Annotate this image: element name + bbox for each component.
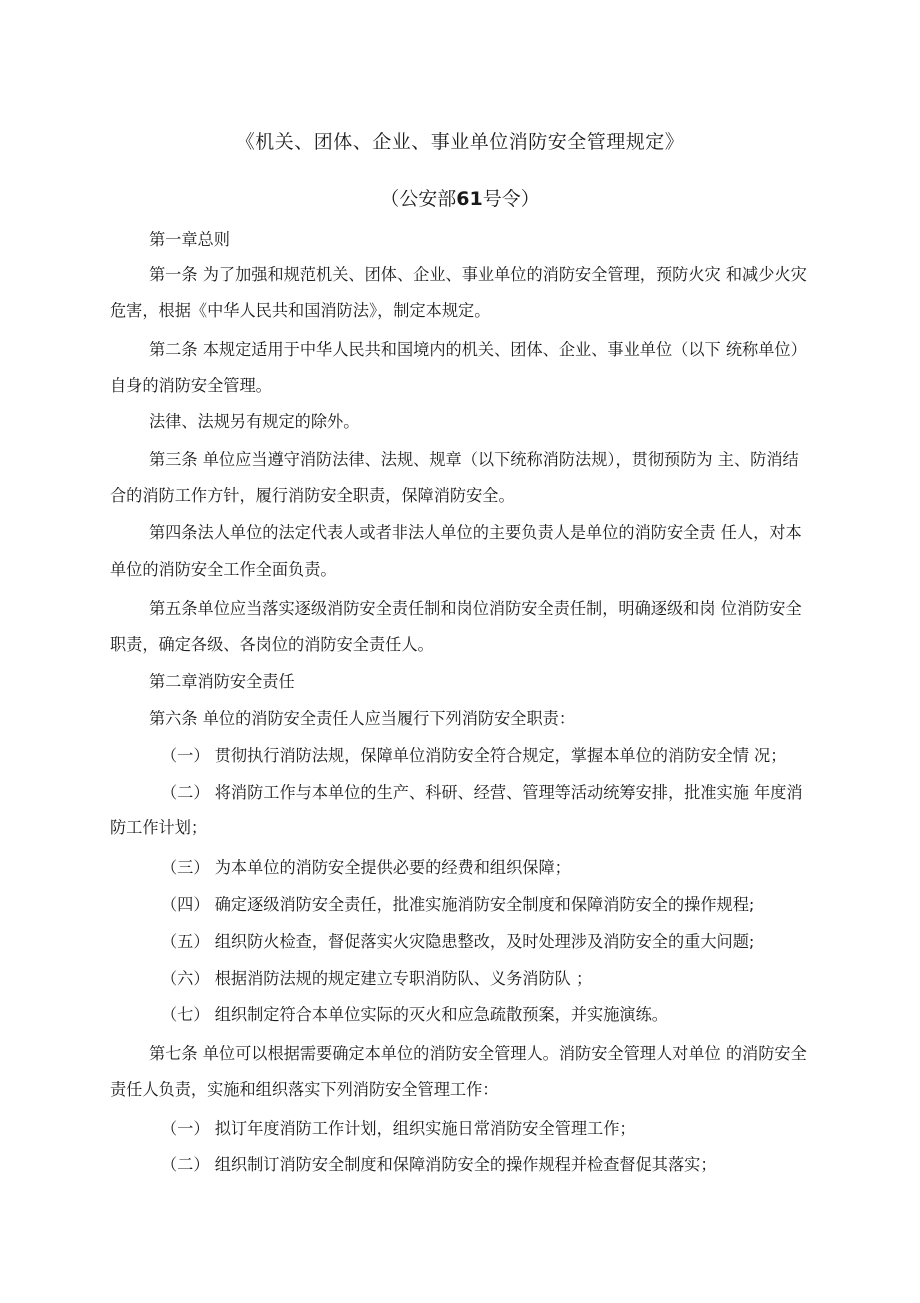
article-1-line-2: 危害，根据《中华人民共和国消防法》，制定本规定。 bbox=[110, 301, 491, 320]
article-4-line-1: 第四条法人单位的法定代表人或者非法人单位的主要负责人是单位的消防安全责 任人，对本 bbox=[149, 523, 802, 542]
article-6-line-1: 第六条 单位的消防安全责任人应当履行下列消防安全职责： bbox=[149, 709, 576, 728]
article-5-line-1: 第五条单位应当落实逐级消防安全责任制和岗位消防安全责任制，明确逐级和岗 位消防安全 bbox=[149, 599, 802, 618]
article-2-line-2: 自身的消防安全管理。 bbox=[110, 376, 272, 395]
article-3-line-2: 合的消防工作方针，履行消防安全职责，保障消防安全。 bbox=[110, 486, 515, 505]
article-1-line-1: 第一条 为了加强和规范机关、团体、企业、事业单位的消防安全管理，预防火灾 和减少火灾 bbox=[149, 265, 807, 284]
subtitle-number: 61 bbox=[456, 188, 483, 210]
document-subtitle bbox=[0, 185, 920, 213]
article-6-item-6: （六） 根据消防法规的规定建立专职消防队、义务消防队 ； bbox=[161, 969, 593, 988]
article-6-item-1: （一） 贯彻执行消防法规，保障单位消防安全符合规定，掌握本单位的消防安全情 况； bbox=[161, 746, 787, 765]
article-6-item-7: （七） 组织制定符合本单位实际的灭火和应急疏散预案，并实施演练。 bbox=[161, 1005, 668, 1024]
article-6-item-3: （三） 为本单位的消防安全提供必要的经费和组织保障； bbox=[161, 858, 571, 877]
article-7-item-1: （一） 拟订年度消防工作计划，组织实施日常消防安全管理工作； bbox=[161, 1119, 636, 1138]
article-3-line-1: 第三条 单位应当遵守消防法律、法规、规章（以下统称消防法规），贯彻预防为 主、防消结 bbox=[149, 450, 799, 469]
chapter-2-heading: 第二章消防安全责任 bbox=[149, 672, 295, 691]
document-title: 《机关、团体、企业、事业单位消防安全管理规定》 bbox=[235, 131, 685, 153]
article-6-item-2-line-2: 防工作计划； bbox=[110, 818, 208, 837]
chapter-1-heading: 第一章总则 bbox=[149, 230, 230, 249]
article-2-exception: 法律、法规另有规定的除外。 bbox=[149, 412, 360, 431]
article-2-line-1: 第二条 本规定适用于中华人民共和国境内的机关、团体、企业、事业单位（以下 统称单位） bbox=[149, 340, 807, 359]
subtitle-close: 号令） bbox=[482, 188, 540, 210]
article-6-item-5: （五） 组织防火检查，督促落实火灾隐患整改，及时处理涉及消防安全的重大问题; bbox=[161, 932, 755, 951]
article-7-line-1: 第七条 单位可以根据需要确定本单位的消防安全管理人。消防安全管理人对单位 的消防安全 bbox=[149, 1044, 807, 1063]
article-4-line-2: 单位的消防安全工作全面负责。 bbox=[110, 560, 337, 579]
subtitle-open: （公安部 bbox=[380, 188, 457, 210]
article-7-item-2: （二） 组织制订消防安全制度和保障消防安全的操作规程并检查督促其落实； bbox=[161, 1155, 717, 1174]
article-6-item-4: （四） 确定逐级消防安全责任，批准实施消防安全制度和保障消防安全的操作规程; bbox=[161, 895, 755, 914]
article-7-line-2: 责任人负责，实施和组织落实下列消防安全管理工作： bbox=[110, 1080, 499, 1099]
article-6-item-2-line-1: （二） 将消防工作与本单位的生产、科研、经营、管理等活动统筹安排，批准实施 年度消 bbox=[161, 783, 803, 802]
article-5-line-2: 职责，确定各级、各岗位的消防安全责任人。 bbox=[110, 635, 434, 654]
